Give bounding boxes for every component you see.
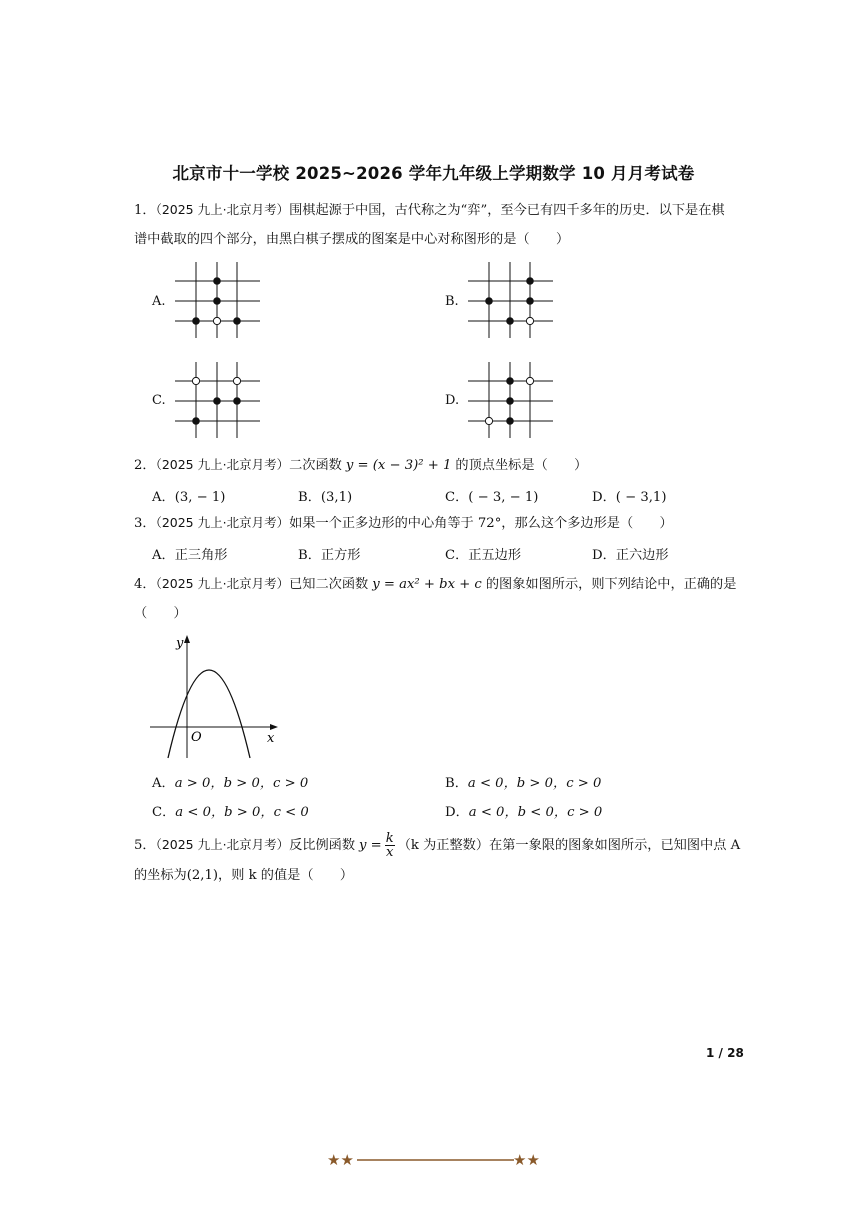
question-2 (134, 450, 746, 480)
question-text: 反比例函数 (289, 838, 356, 853)
option-label-c: C. (152, 393, 166, 408)
formula: y = (x − 3)² + 1 (345, 458, 452, 473)
black-stone (192, 317, 200, 325)
option-text: ( − 3, − 1) (468, 490, 539, 505)
white-stone (233, 377, 240, 384)
formula-lhs: y = (359, 838, 382, 853)
black-stone (506, 397, 514, 405)
question-text: 二次函数 (289, 458, 342, 473)
option-label: C． (445, 548, 469, 563)
option-b (298, 486, 352, 505)
question-text: 如果一个正多边形的中心角等于 72°，那么这个多边形是（ ） (289, 516, 673, 531)
question-source: （2025 九上·北京月考） (155, 515, 290, 530)
option-d (445, 801, 602, 820)
option-text: a < 0，b < 0，c > 0 (468, 805, 603, 820)
y-axis-arrow (184, 635, 190, 643)
option-text: 正六边形 (615, 548, 669, 563)
footer-stars-left: ★★ (327, 1151, 354, 1169)
go-board-b (463, 258, 558, 343)
option-b (298, 544, 360, 563)
question-4-line-1 (134, 569, 746, 599)
question-text: 的顶点坐标是（ ） (455, 458, 588, 473)
fraction-numerator: k (385, 831, 394, 846)
question-text: 已知二次函数 (289, 577, 369, 592)
black-stone (233, 397, 241, 405)
question-text: （k 为正整数）在第一象限的图象如图所示，已知图中点 A (397, 838, 741, 853)
option-label-b: B. (445, 294, 459, 309)
black-stone (506, 377, 514, 385)
option-text: a < 0，b > 0，c > 0 (467, 776, 602, 791)
option-label: B． (298, 548, 321, 563)
question-number: 1． (134, 203, 156, 218)
option-d (592, 544, 669, 563)
black-stone (213, 297, 221, 305)
option-label: C． (445, 490, 469, 505)
black-stone (213, 277, 221, 285)
question-text: 的图象如图所示，则下列结论中，正确的是 (485, 577, 737, 592)
option-d (592, 486, 666, 505)
black-stone (485, 297, 493, 305)
question-1 (134, 195, 746, 254)
question-number: 5． (134, 838, 156, 853)
black-stone (213, 397, 221, 405)
option-text: a > 0，b > 0，c > 0 (174, 776, 309, 791)
option-label-a: A. (152, 294, 166, 309)
option-c (445, 486, 538, 505)
option-b (445, 772, 601, 791)
black-stone (233, 317, 241, 325)
option-c (152, 801, 309, 820)
parabola-curve (168, 670, 250, 758)
option-text: (3,1) (320, 490, 353, 505)
question-source: （2025 九上·北京月考） (155, 202, 290, 217)
go-board-d (463, 358, 558, 443)
option-text: 正三角形 (174, 548, 228, 563)
black-stone (526, 277, 534, 285)
question-text: 围棋起源于中国，古代称之为“弈”，至今已有四千多年的历史．以下是在棋 (289, 203, 725, 218)
option-label: D． (592, 548, 616, 563)
option-text: 正方形 (320, 548, 361, 563)
question-5-line-1 (134, 830, 746, 861)
option-a (152, 772, 308, 791)
black-stone (506, 317, 514, 325)
page-title: 北京市十一学校 2025~2026 学年九年级上学期数学 10 月月考试卷 (172, 164, 695, 183)
footer-ornament (327, 1150, 542, 1170)
option-a (152, 544, 227, 563)
question-number: 4． (134, 577, 156, 592)
fraction (385, 832, 395, 859)
option-label: B． (298, 490, 321, 505)
black-stone (192, 417, 200, 425)
question-number: 3． (134, 516, 156, 531)
option-label: A． (152, 490, 175, 505)
white-stone (192, 377, 199, 384)
go-board-c (170, 358, 265, 443)
option-label: A． (152, 548, 175, 563)
option-label-d: D. (445, 393, 460, 408)
black-stone (506, 417, 514, 425)
question-4 (134, 569, 746, 628)
origin-label: O (191, 730, 202, 745)
question-source: （2025 九上·北京月考） (155, 837, 290, 852)
white-stone (485, 417, 492, 424)
option-a (152, 486, 225, 505)
footer-decoration (327, 1150, 542, 1174)
option-text: 正五边形 (468, 548, 522, 563)
x-axis-label: x (267, 731, 275, 746)
option-label: B． (445, 776, 468, 791)
question-3 (134, 508, 746, 538)
go-board-a (170, 258, 265, 343)
question-1-line-1 (134, 195, 746, 225)
white-stone (213, 317, 220, 324)
question-5-line-2: 的坐标为(2,1)，则 k 的值是（ ） (134, 868, 354, 883)
parabola-graph (145, 630, 285, 765)
option-label: A． (152, 776, 175, 791)
option-label: C． (152, 805, 176, 820)
fraction-denominator: x (386, 845, 394, 860)
question-source: （2025 九上·北京月考） (155, 457, 290, 472)
option-label: D． (445, 805, 469, 820)
question-4-line-2: （ ） (134, 606, 187, 621)
y-axis-label: y (176, 636, 184, 651)
question-1-line-2: 谱中截取的四个部分，由黑白棋子摆成的图案是中心对称图形的是（ ） (134, 232, 570, 247)
question-source: （2025 九上·北京月考） (155, 576, 290, 591)
x-axis-arrow (270, 724, 278, 730)
page-number: 1 / 28 (706, 1046, 744, 1060)
footer-stars-right: ★★ (513, 1151, 540, 1169)
option-label: D． (592, 490, 616, 505)
white-stone (526, 317, 533, 324)
option-c (445, 544, 521, 563)
formula: y = ax² + bx + c (372, 577, 482, 592)
question-5 (134, 830, 746, 891)
option-text: a < 0，b > 0，c < 0 (175, 805, 309, 820)
option-text: ( − 3,1) (615, 490, 667, 505)
question-number: 2． (134, 458, 156, 473)
black-stone (526, 297, 534, 305)
white-stone (526, 377, 533, 384)
option-text: (3, − 1) (174, 490, 226, 505)
